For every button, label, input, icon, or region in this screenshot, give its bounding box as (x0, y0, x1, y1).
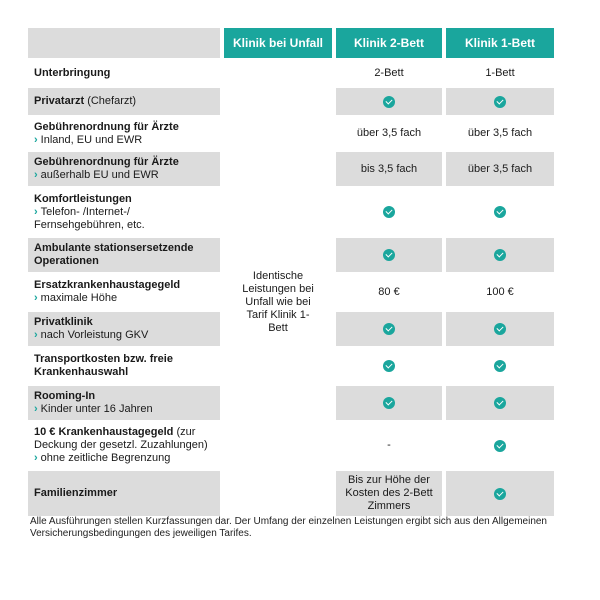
row-subtitle (34, 219, 214, 232)
check-circle-icon (383, 360, 395, 372)
value-text: - (387, 439, 391, 451)
value-cell-klinik-1-bett (446, 238, 554, 272)
row-title-main: Privatarzt (34, 95, 85, 107)
check-circle-icon (383, 206, 395, 218)
value-cell-klinik-2-bett (336, 189, 442, 235)
check-circle-icon (383, 397, 395, 409)
header-empty-cell (28, 28, 220, 58)
row-label (28, 349, 220, 383)
row-label (28, 61, 220, 85)
header-col3 (446, 28, 554, 58)
chevron-right-icon: › (34, 452, 38, 464)
value-cell-klinik-2-bett (336, 275, 442, 309)
row-title-main: Gebührenordnung für Ärzte (34, 156, 179, 168)
value-text: 1-Bett (485, 66, 515, 79)
row-subtitle-text: Kinder unter 16 Jahren (40, 403, 153, 415)
header-col2 (336, 28, 442, 58)
row-subtitle-text: Fernsehgebühren, etc. (34, 218, 145, 231)
row-subtitle-text: Inland, EU und EWR (40, 133, 143, 146)
check-circle-icon (494, 360, 506, 372)
value-cell-klinik-2-bett (336, 152, 442, 186)
value-text: 2-Bett (374, 66, 404, 79)
row-title-main: Rooming-In (34, 390, 96, 402)
row-title (34, 390, 214, 403)
row-subtitle (34, 169, 214, 182)
check-circle-icon (494, 249, 506, 261)
check-circle-icon (494, 206, 506, 218)
row-label (28, 118, 220, 149)
row-title-main: Unterbringung (34, 66, 111, 79)
row-title-main: Transportkosten bzw. freie Krankenhauswahl (34, 353, 173, 378)
check-circle-icon (494, 96, 506, 108)
row-title-main: Ersatzkrankenhaustagegeld (34, 279, 181, 291)
row-title-main: Gebührenordnung für Ärzte (34, 120, 179, 133)
row-title (34, 67, 214, 80)
row-subtitle (34, 452, 214, 465)
value-cell-klinik-2-bett (336, 118, 442, 149)
row-subtitle-text: Telefon- /Internet-/ (40, 205, 130, 218)
value-cell-klinik-2-bett (336, 61, 442, 85)
klinik-bei-unfall-merged-cell (224, 88, 332, 516)
row-title-main: Familienzimmer (34, 487, 118, 499)
row-title (34, 487, 214, 500)
value-cell-klinik-2-bett (336, 471, 442, 516)
row-label (28, 152, 220, 186)
row-subtitle (34, 134, 214, 147)
check-circle-icon (494, 440, 506, 452)
chevron-right-icon: › (34, 133, 38, 146)
row-subtitle (34, 206, 214, 219)
row-title (34, 95, 214, 108)
row-title-main: 10 € Krankenhaustagegeld (34, 426, 174, 438)
value-text: 80 € (378, 285, 400, 298)
row-title (34, 121, 214, 134)
value-cell-klinik-1-bett (446, 118, 554, 149)
value-cell-klinik-1-bett (446, 189, 554, 235)
chevron-right-icon: › (34, 205, 38, 218)
value-text: 100 € (486, 285, 514, 298)
row-label (28, 312, 220, 346)
row-title-main: Privatklinik (34, 316, 93, 328)
value-text: über 3,5 fach (356, 127, 422, 139)
value-cell-klinik-1-bett (446, 423, 554, 468)
value-cell-klinik-2-bett (336, 238, 442, 272)
row-subtitle (34, 292, 214, 305)
row-title (34, 353, 214, 379)
check-circle-icon (383, 323, 395, 335)
value-cell-klinik-2-bett (336, 386, 442, 420)
value-cell-klinik-1-bett (446, 152, 554, 186)
row-label (28, 189, 220, 235)
check-circle-icon (494, 323, 506, 335)
value-cell-klinik-2-bett (336, 88, 442, 115)
footnote: Alle Ausführungen stellen Kurzfassungen dar. Der Umfang der einzelnen Leistungen ergibt sich aus den Allgemeinen Versicherungsbedingungen des jeweiligen Tarifes. (30, 516, 547, 539)
row-label (28, 275, 220, 309)
row-label (28, 423, 220, 468)
row-subtitle (34, 329, 214, 342)
row-label (28, 88, 220, 115)
value-cell-klinik-2-bett (336, 349, 442, 383)
value-text: über 3,5 fach (467, 162, 533, 175)
value-text: über 3,5 fach (467, 127, 533, 139)
header-label: Klinik bei Unfall (232, 35, 323, 50)
value-cell-klinik-1-bett (446, 88, 554, 115)
row-label (28, 238, 220, 272)
merged-text: Identische Leistungen bei Unfall wie bei Tarif Klinik 1-Bett (242, 269, 314, 334)
value-text: bis 3,5 fach (360, 162, 418, 175)
check-circle-icon (383, 96, 395, 108)
value-text: Bis zur Höhe der Kosten des 2-Bett Zimmers (345, 474, 433, 512)
value-cell-klinik-1-bett (446, 386, 554, 420)
row-subtitle-text: ohne zeitliche Begrenzung (40, 452, 171, 464)
row-title (34, 193, 214, 206)
value-cell-klinik-1-bett (446, 61, 554, 85)
check-circle-icon (494, 397, 506, 409)
row-title-suffix: (zur Deckung der gesetzl. Zuzahlungen) (34, 426, 208, 451)
row-subtitle-text: außerhalb EU und EWR (40, 169, 159, 181)
value-cell-klinik-1-bett (446, 275, 554, 309)
row-subtitle (34, 403, 214, 416)
chevron-right-icon: › (34, 169, 38, 181)
value-cell-klinik-2-bett (336, 423, 442, 468)
check-circle-icon (494, 488, 506, 500)
chevron-right-icon: › (34, 329, 38, 341)
value-cell-klinik-1-bett (446, 312, 554, 346)
row-title (34, 242, 214, 268)
row-label (28, 471, 220, 516)
header-col1 (224, 28, 332, 58)
chevron-right-icon: › (34, 403, 38, 415)
value-cell-klinik-1-bett (446, 349, 554, 383)
check-circle-icon (383, 249, 395, 261)
row-subtitle-text: nach Vorleistung GKV (40, 329, 149, 341)
header-label: Klinik 2-Bett (353, 35, 424, 50)
row-title (34, 316, 214, 329)
row-label (28, 386, 220, 420)
row-title (34, 156, 214, 169)
value-cell-klinik-1-bett (446, 471, 554, 516)
row-title (34, 426, 214, 452)
value-cell-klinik-2-bett (336, 312, 442, 346)
row-subtitle-text: maximale Höhe (40, 292, 118, 304)
chevron-right-icon: › (34, 292, 38, 304)
header-label: Klinik 1-Bett (464, 35, 535, 50)
row-title-main: Komfortleistungen (34, 192, 132, 205)
row-title-suffix: (Chefarzt) (84, 95, 137, 107)
row-title (34, 279, 214, 292)
row-title-main: Ambulante stationsersetzende Operationen (34, 242, 194, 267)
